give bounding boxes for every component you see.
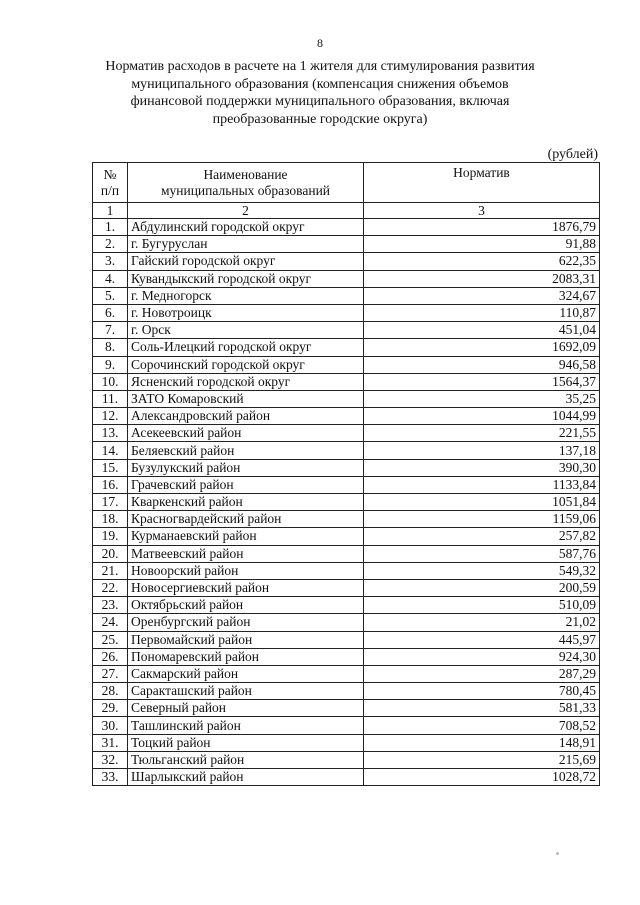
- table-row: [93, 597, 600, 614]
- table-row: [93, 562, 600, 579]
- table-row: [93, 373, 600, 390]
- table-row: [93, 356, 600, 373]
- page-number: 8: [317, 36, 323, 50]
- row-value: 324,67: [364, 287, 600, 304]
- row-value: 91,88: [364, 236, 600, 253]
- row-number: 24.: [93, 614, 128, 631]
- row-name: Соль-Илецкий городской округ: [128, 339, 364, 356]
- row-value: 708,52: [364, 717, 600, 734]
- row-value: 451,04: [364, 322, 600, 339]
- row-name: Грачевский район: [128, 476, 364, 493]
- row-value: 510,09: [364, 597, 600, 614]
- row-number: 28.: [93, 683, 128, 700]
- row-number: 25.: [93, 631, 128, 648]
- row-value: 35,25: [364, 390, 600, 407]
- row-value: 1564,37: [364, 373, 600, 390]
- row-number: 3.: [93, 253, 128, 270]
- row-number: 30.: [93, 717, 128, 734]
- row-value: 1876,79: [364, 219, 600, 236]
- column-number: 2: [128, 203, 364, 219]
- table-row: [93, 425, 600, 442]
- table-row: [93, 545, 600, 562]
- row-name: г. Медногорск: [128, 287, 364, 304]
- header-number: [93, 163, 128, 203]
- norm-table: [92, 162, 600, 786]
- row-number: 4.: [93, 270, 128, 287]
- row-name: Тюльганский район: [128, 751, 364, 768]
- row-value: 1028,72: [364, 769, 600, 786]
- row-name: Новосергиевский район: [128, 579, 364, 596]
- table-row: [93, 442, 600, 459]
- row-number: 15.: [93, 459, 128, 476]
- table-row: [93, 219, 600, 236]
- row-number: 23.: [93, 597, 128, 614]
- row-number: 11.: [93, 390, 128, 407]
- row-value: 445,97: [364, 631, 600, 648]
- column-number: 1: [93, 203, 128, 219]
- row-number: 10.: [93, 373, 128, 390]
- table-row: [93, 476, 600, 493]
- row-name: г. Орск: [128, 322, 364, 339]
- row-number: 22.: [93, 579, 128, 596]
- row-value: 2083,31: [364, 270, 600, 287]
- title-line: финансовой поддержки муниципального образования, включая: [130, 94, 510, 109]
- scan-speck: [556, 852, 559, 855]
- row-name: Курманаевский район: [128, 528, 364, 545]
- row-number: 20.: [93, 545, 128, 562]
- row-number: 5.: [93, 287, 128, 304]
- table-row: [93, 734, 600, 751]
- table-row: [93, 322, 600, 339]
- row-name: Оренбургский район: [128, 614, 364, 631]
- row-name: Октябрьский район: [128, 597, 364, 614]
- table-row: [93, 648, 600, 665]
- row-name: Шарлыкский район: [128, 769, 364, 786]
- row-value: 581,33: [364, 700, 600, 717]
- table-row: [93, 769, 600, 786]
- row-number: 7.: [93, 322, 128, 339]
- row-name: Тоцкий район: [128, 734, 364, 751]
- row-value: 1133,84: [364, 476, 600, 493]
- row-value: 1159,06: [364, 511, 600, 528]
- row-name: Ясненский городской округ: [128, 373, 364, 390]
- row-value: 287,29: [364, 665, 600, 682]
- unit-label: (рублей): [547, 147, 598, 162]
- row-value: 924,30: [364, 648, 600, 665]
- row-value: 21,02: [364, 614, 600, 631]
- table-row: [93, 408, 600, 425]
- document-title: [85, 58, 555, 128]
- row-name: Новоорский район: [128, 562, 364, 579]
- row-value: 137,18: [364, 442, 600, 459]
- title-line: муниципального образования (компенсация снижения объемов: [131, 76, 509, 92]
- row-number: 17.: [93, 494, 128, 511]
- table-row: [93, 287, 600, 304]
- row-name: Абдулинский городской округ: [128, 219, 364, 236]
- table-row: [93, 665, 600, 682]
- row-value: 549,32: [364, 562, 600, 579]
- table-row: [93, 270, 600, 287]
- row-number: 13.: [93, 425, 128, 442]
- row-name: г. Новотроицк: [128, 304, 364, 321]
- row-value: 200,59: [364, 579, 600, 596]
- title-line: Норматив расходов в расчете на 1 жителя для стимулирования развития: [105, 59, 535, 74]
- row-number: 16.: [93, 476, 128, 493]
- header-number-line: п/п: [100, 182, 120, 198]
- table-header-row: [93, 163, 600, 203]
- row-number: 33.: [93, 769, 128, 786]
- table-row: [93, 339, 600, 356]
- title-line: преобразованные городские округа): [212, 111, 428, 127]
- row-name: Матвеевский район: [128, 545, 364, 562]
- row-number: 27.: [93, 665, 128, 682]
- header-name: [128, 163, 364, 203]
- row-number: 6.: [93, 304, 128, 321]
- row-number: 12.: [93, 408, 128, 425]
- table-row: [93, 528, 600, 545]
- row-value: 110,87: [364, 304, 600, 321]
- row-number: 9.: [93, 356, 128, 373]
- row-value: 257,82: [364, 528, 600, 545]
- row-name: Бузулукский район: [128, 459, 364, 476]
- row-name: Асекеевский район: [128, 425, 364, 442]
- row-name: Северный район: [128, 700, 364, 717]
- row-number: 14.: [93, 442, 128, 459]
- row-value: 946,58: [364, 356, 600, 373]
- table-row: [93, 683, 600, 700]
- row-number: 32.: [93, 751, 128, 768]
- table-row: [93, 494, 600, 511]
- row-number: 8.: [93, 339, 128, 356]
- table-row: [93, 304, 600, 321]
- row-value: 390,30: [364, 459, 600, 476]
- row-name: Сорочинский городской округ: [128, 356, 364, 373]
- row-name: Ташлинский район: [128, 717, 364, 734]
- header-name-line: Наименование: [203, 166, 288, 182]
- table-row: [93, 614, 600, 631]
- column-number-row: [93, 203, 600, 219]
- table-row: [93, 579, 600, 596]
- header-number-line: №: [103, 166, 117, 182]
- table-row: [93, 717, 600, 734]
- row-value: 780,45: [364, 683, 600, 700]
- row-name: Пономаревский район: [128, 648, 364, 665]
- table-body: [93, 219, 600, 786]
- row-number: 26.: [93, 648, 128, 665]
- row-value: 215,69: [364, 751, 600, 768]
- row-name: Красногвардейский район: [128, 511, 364, 528]
- row-number: 1.: [93, 219, 128, 236]
- row-name: Гайский городской округ: [128, 253, 364, 270]
- row-value: 1051,84: [364, 494, 600, 511]
- table-row: [93, 459, 600, 476]
- row-number: 19.: [93, 528, 128, 545]
- row-number: 18.: [93, 511, 128, 528]
- row-name: Саракташский район: [128, 683, 364, 700]
- row-name: г. Бугуруслан: [128, 236, 364, 253]
- row-value: 587,76: [364, 545, 600, 562]
- table-row: [93, 390, 600, 407]
- row-name: ЗАТО Комаровский: [128, 390, 364, 407]
- table-row: [93, 700, 600, 717]
- header-name-line: муниципальных образований: [160, 182, 331, 198]
- row-number: 2.: [93, 236, 128, 253]
- table-row: [93, 236, 600, 253]
- header-value: Норматив: [364, 163, 600, 203]
- row-name: Первомайский район: [128, 631, 364, 648]
- table-row: [93, 253, 600, 270]
- row-value: 148,91: [364, 734, 600, 751]
- column-number: 3: [364, 203, 600, 219]
- row-name: Беляевский район: [128, 442, 364, 459]
- table-row: [93, 631, 600, 648]
- row-value: 622,35: [364, 253, 600, 270]
- table-row: [93, 751, 600, 768]
- row-name: Кваркенский район: [128, 494, 364, 511]
- row-name: Кувандыкский городской округ: [128, 270, 364, 287]
- row-number: 29.: [93, 700, 128, 717]
- row-name: Сакмарский район: [128, 665, 364, 682]
- row-value: 221,55: [364, 425, 600, 442]
- row-number: 21.: [93, 562, 128, 579]
- row-number: 31.: [93, 734, 128, 751]
- row-value: 1044,99: [364, 408, 600, 425]
- row-name: Александровский район: [128, 408, 364, 425]
- table-row: [93, 511, 600, 528]
- row-value: 1692,09: [364, 339, 600, 356]
